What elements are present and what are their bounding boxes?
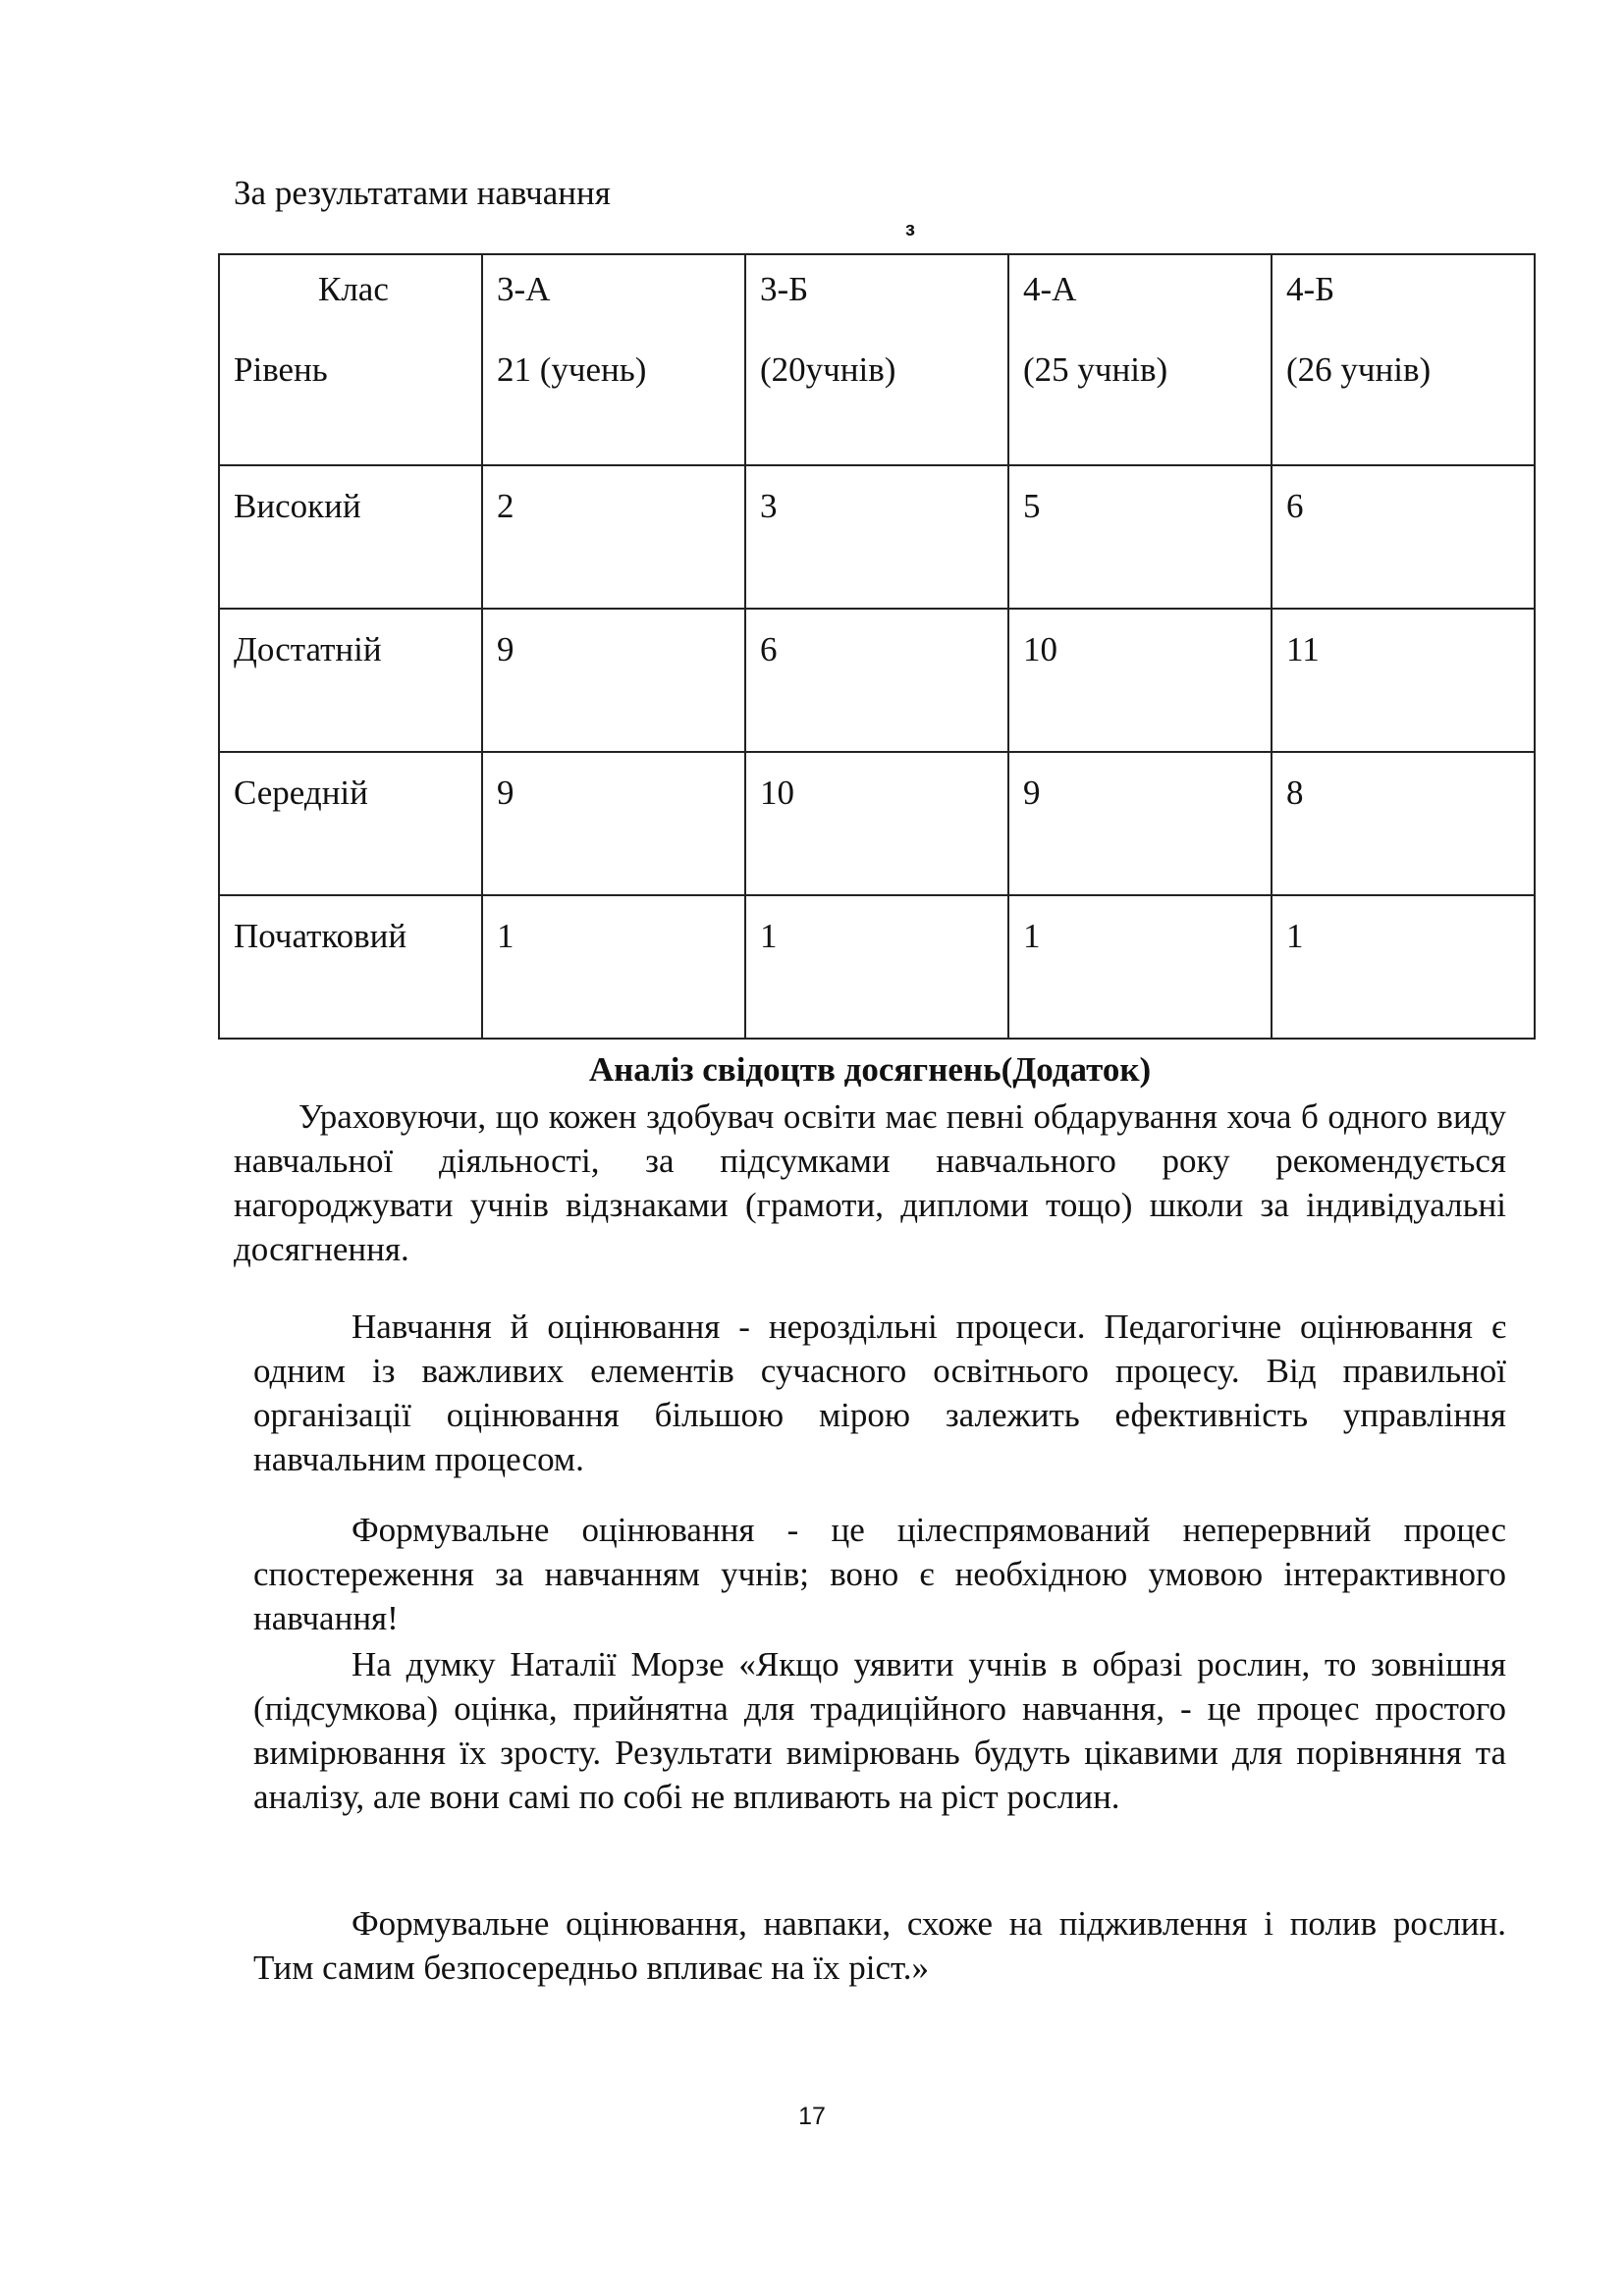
table-cell: 1 — [1008, 895, 1272, 1039]
class-name: 3-Б — [760, 270, 809, 308]
table-cell: 9 — [482, 609, 745, 752]
table-cell: 5 — [1008, 465, 1272, 609]
table-row — [219, 609, 1535, 752]
paragraph: Формувальне оцінювання, навпаки, схоже на підживлення і полив рослин. Тим самим безпосередньо впливає на їх ріст.» — [253, 1904, 1506, 1987]
intro-text: За результатами навчання — [234, 174, 611, 212]
class-name: 4-А — [1023, 270, 1077, 308]
table-cell: 6 — [745, 609, 1008, 752]
section-heading: Аналіз свідоцтв досягнень(Додаток) — [588, 1050, 1152, 1089]
table-cell: 9 — [482, 752, 745, 895]
class-count: (26 учнів) — [1286, 350, 1432, 389]
class-count: 21 (учень) — [497, 350, 647, 389]
results-table — [218, 253, 1536, 1040]
corner-cell — [219, 254, 482, 465]
level-label: Рівень — [234, 350, 328, 389]
table-row — [219, 895, 1535, 1039]
table-cell: 10 — [1008, 609, 1272, 752]
table-cell: 11 — [1272, 609, 1535, 752]
header-cell — [1272, 254, 1535, 465]
class-count: (25 учнів) — [1023, 350, 1168, 389]
page-number: 17 — [798, 2103, 826, 2130]
table-cell: 6 — [1272, 465, 1535, 609]
level-name-cell: Середній — [219, 752, 482, 895]
paragraph: На думку Наталії Морзе «Якщо уявити учнів в образі рослин, то зовнішня (підсумкова) оцінка, прийнятна для традиційного навчання, - це процес простого вимірювання їх зросту. Результати вимірювань будуть цікавими для порівняння та аналізу, але вони самі по собі не впливають на ріст рослин. — [253, 1645, 1506, 1816]
table-row — [219, 752, 1535, 895]
table-cell: 1 — [745, 895, 1008, 1039]
table-cell: 1 — [482, 895, 745, 1039]
class-count: (20учнів) — [760, 350, 896, 389]
paragraph: Формувальне оцінювання - це цілеспрямований неперервний процес спостереження за навчанням учнів; воно є необхідною умовою інтерактивного навчання! — [253, 1511, 1506, 1637]
table-cell: 3 — [745, 465, 1008, 609]
marker-letter: з — [905, 219, 915, 240]
header-cell — [745, 254, 1008, 465]
table-cell: 2 — [482, 465, 745, 609]
level-name-cell: Початковий — [219, 895, 482, 1039]
table-header-row — [219, 254, 1535, 465]
paragraph: Ураховуючи, що кожен здобувач освіти має певні обдарування хоча б одного виду навчальної діяльності, за підсумками навчального року рекомендується нагороджувати учнів відзнаками (грамоти, дипломи тощо) школи за індивідуальні досягнення. — [234, 1097, 1506, 1268]
level-name-cell: Високий — [219, 465, 482, 609]
table-cell: 1 — [1272, 895, 1535, 1039]
class-name: 4-Б — [1286, 270, 1335, 308]
level-name-cell: Достатній — [219, 609, 482, 752]
table-cell: 8 — [1272, 752, 1535, 895]
table-cell: 10 — [745, 752, 1008, 895]
header-cell — [1008, 254, 1272, 465]
class-name: 3-А — [497, 270, 551, 308]
table-cell: 9 — [1008, 752, 1272, 895]
header-cell — [482, 254, 745, 465]
table-row — [219, 465, 1535, 609]
class-label: Клас — [318, 270, 389, 308]
paragraph: Навчання й оцінювання - нероздільні процеси. Педагогічне оцінювання є одним із важливих елементів сучасного освітнього процесу. Від правильної організації оцінювання більшою мірою залежить ефективність управління навчальним процесом. — [253, 1308, 1506, 1478]
